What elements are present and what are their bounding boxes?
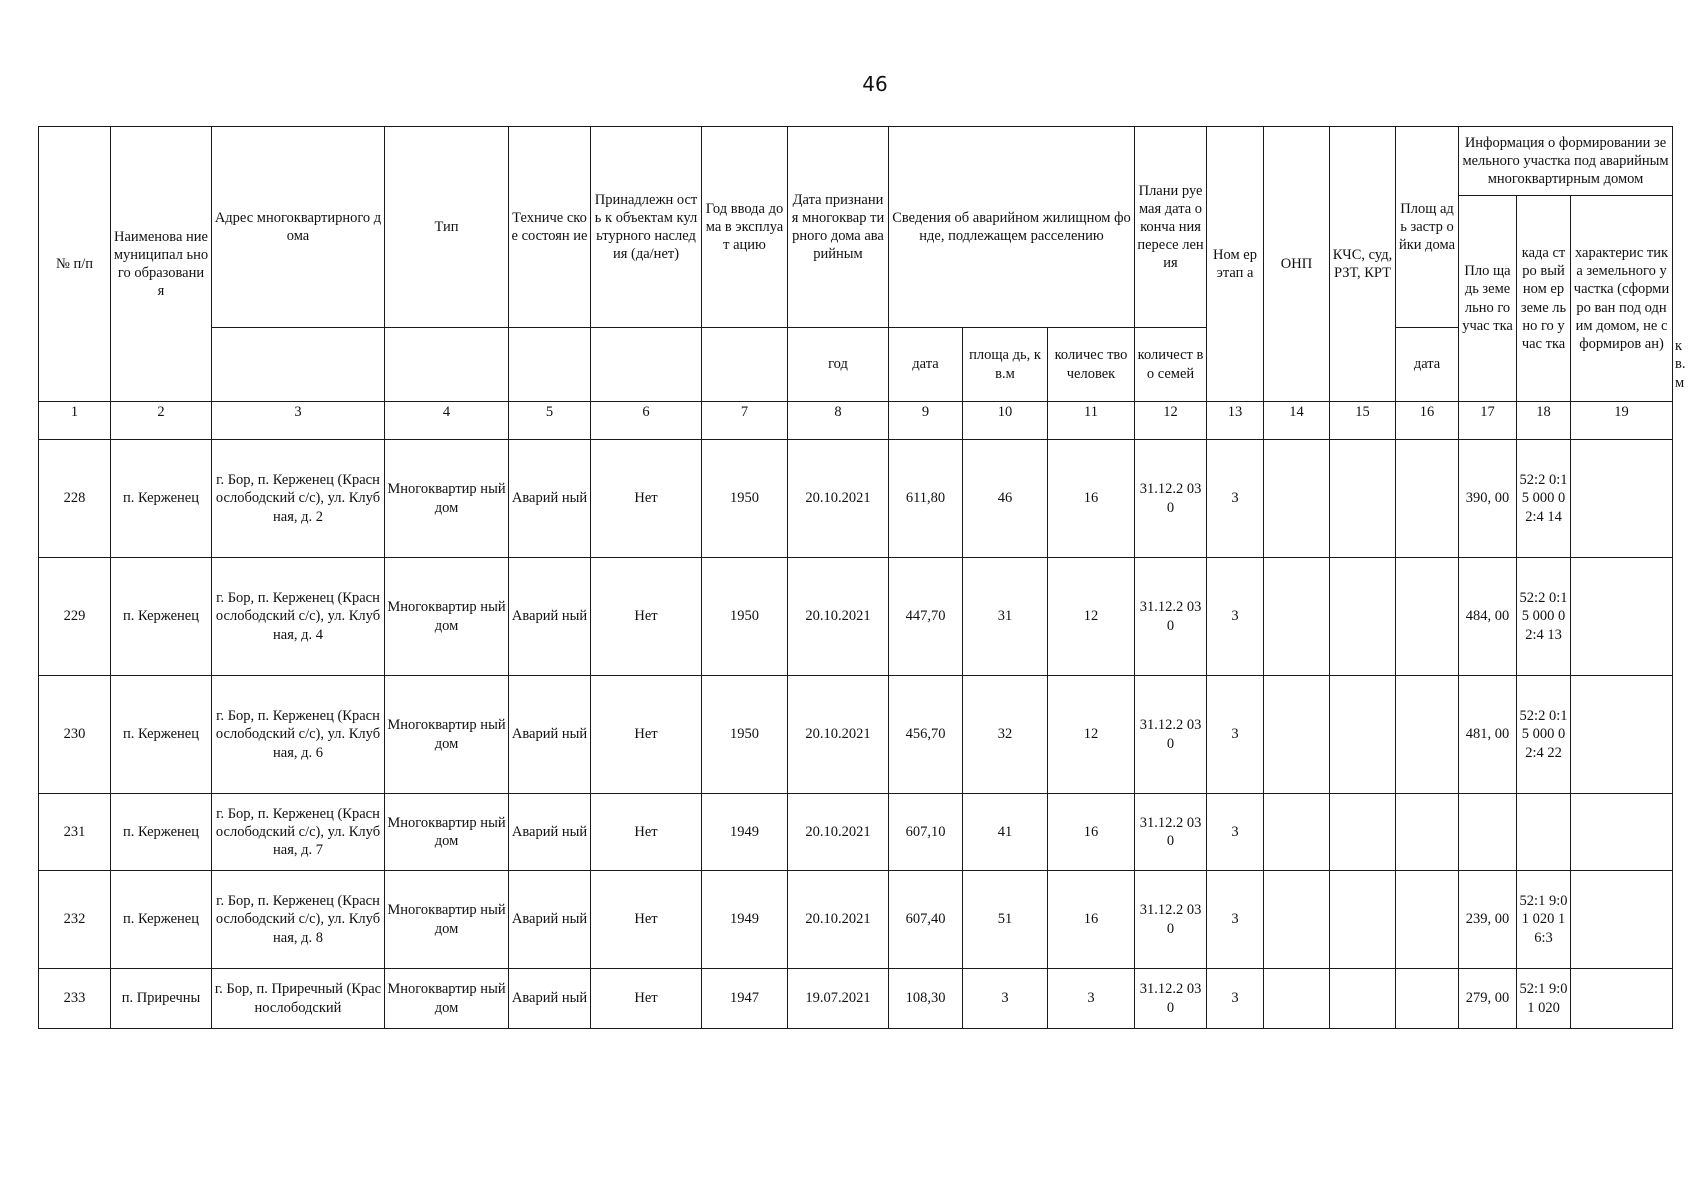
col-number: 13 (1207, 402, 1264, 440)
row-date: 19.07.2021 (788, 969, 889, 1029)
row-building-area (1396, 871, 1459, 969)
row-number: 231 (39, 794, 111, 871)
header-type: Тип (385, 127, 509, 328)
header-building-area: Площ адь застр ойки дома (1396, 127, 1459, 328)
row-address: г. Бор, п. Керженец (Краснослободский с/с), ул. Клубная, д. 7 (212, 794, 385, 871)
row-land-characteristic (1571, 969, 1673, 1029)
row-number: 228 (39, 440, 111, 558)
header-onp: ОНП (1264, 127, 1330, 402)
row-state: Аварий ный (509, 871, 591, 969)
row-land-characteristic (1571, 871, 1673, 969)
row-families: 16 (1048, 440, 1135, 558)
col-number: 7 (702, 402, 788, 440)
row-onp (1264, 871, 1330, 969)
row-families: 3 (1048, 969, 1135, 1029)
table-body (39, 440, 1673, 1029)
row-municipality: п. Керженец (111, 794, 212, 871)
row-type: Многоквартир ный дом (385, 969, 509, 1029)
row-land-area (1459, 794, 1517, 871)
row-land-area: 390, 00 (1459, 440, 1517, 558)
row-cadastral: 52:2 0:15 000 02:4 14 (1517, 440, 1571, 558)
row-kchs (1330, 440, 1396, 558)
row-families: 16 (1048, 871, 1135, 969)
row-people: 32 (963, 676, 1048, 794)
table-row (39, 969, 1673, 1029)
row-year: 1950 (702, 440, 788, 558)
row-plan-date: 31.12.2 030 (1135, 676, 1207, 794)
row-municipality: п. Приречны (111, 969, 212, 1029)
row-year: 1950 (702, 676, 788, 794)
header-emergency-date: Дата признания многоквар тирного дома аварийным (788, 127, 889, 328)
row-state: Аварий ный (509, 558, 591, 676)
row-plan-date: 31.12.2 030 (1135, 871, 1207, 969)
row-stage: 3 (1207, 969, 1264, 1029)
table-row (39, 440, 1673, 558)
row-year: 1950 (702, 558, 788, 676)
row-year: 1949 (702, 871, 788, 969)
row-stage: 3 (1207, 558, 1264, 676)
header-municipality: Наименова ние муниципал ьного образовани я (111, 127, 212, 402)
row-families: 12 (1048, 558, 1135, 676)
row-kchs (1330, 558, 1396, 676)
row-type: Многоквартир ный дом (385, 794, 509, 871)
row-building-area (1396, 969, 1459, 1029)
row-date: 20.10.2021 (788, 440, 889, 558)
row-municipality: п. Керженец (111, 676, 212, 794)
row-kchs (1330, 794, 1396, 871)
header-stage: Ном ер этап а (1207, 127, 1264, 402)
row-date: 20.10.2021 (788, 676, 889, 794)
row-land-characteristic (1571, 440, 1673, 558)
row-cadastral (1517, 794, 1571, 871)
row-building-area (1396, 440, 1459, 558)
row-date: 20.10.2021 (788, 558, 889, 676)
row-people: 51 (963, 871, 1048, 969)
col-number: 9 (889, 402, 963, 440)
row-area: 456,70 (889, 676, 963, 794)
header-resettlement-info: Сведения об аварийном жилищном фонде, подлежащем расселению (889, 127, 1135, 328)
row-land-area: 481, 00 (1459, 676, 1517, 794)
row-number: 229 (39, 558, 111, 676)
header-land-area: Пло щадь земе льно го учас тка (1459, 196, 1517, 402)
row-heritage: Нет (591, 558, 702, 676)
header-unit-date: дата (889, 328, 963, 402)
col-number: 10 (963, 402, 1048, 440)
row-people: 31 (963, 558, 1048, 676)
col-number: 11 (1048, 402, 1135, 440)
row-cadastral: 52:1 9:01 020 (1517, 969, 1571, 1029)
header-unit-area: площа дь, кв.м (963, 328, 1048, 402)
row-people: 3 (963, 969, 1048, 1029)
header-kchs: КЧС, суд, РЗТ, КРТ (1330, 127, 1396, 402)
row-onp (1264, 794, 1330, 871)
row-stage: 3 (1207, 440, 1264, 558)
row-land-characteristic (1571, 794, 1673, 871)
row-number: 232 (39, 871, 111, 969)
row-land-area: 279, 00 (1459, 969, 1517, 1029)
row-date: 20.10.2021 (788, 794, 889, 871)
row-municipality: п. Керженец (111, 871, 212, 969)
row-stage: 3 (1207, 794, 1264, 871)
table-row (39, 676, 1673, 794)
header-year-commissioned: Год ввода дома в эксплуат ацию (702, 127, 788, 328)
row-stage: 3 (1207, 871, 1264, 969)
page-number: 46 (862, 72, 888, 96)
col-number: 18 (1517, 402, 1571, 440)
col-number: 4 (385, 402, 509, 440)
row-onp (1264, 440, 1330, 558)
table-row (39, 794, 1673, 871)
header-unit-families: количест во семей (1135, 328, 1207, 402)
row-state: Аварий ный (509, 794, 591, 871)
row-plan-date: 31.12.2 030 (1135, 794, 1207, 871)
header-unit-year: год (788, 328, 889, 402)
row-heritage: Нет (591, 440, 702, 558)
row-address: г. Бор, п. Керженец (Краснослободский с/с), ул. Клубная, д. 2 (212, 440, 385, 558)
col-number: 1 (39, 402, 111, 440)
emergency-housing-table: № п/п Наименова ние муниципал ьного образовани я Адрес многоквартирного дома Тип Техниче ское состоян ие Принадлежн ость к объектам культурного наследия (да/нет) Год ввода дома в эксплуат ацию Дата признания многоквар тирного дома аварийным Сведения об аварийном жилищном фонде, подлежащем расселению Плани руемая дата оконча ния пересе ления Ном ер этап а ОНП КЧС, суд, РЗТ, КРТ Площ адь застр ойки дома Информация о формировании земельного участка под аварийным многоквартирным домом Пло щадь земе льно го учас тка када стро вый ном ер земе льно го учас тка характерис тика земельного участка (сформиро ван под одним домом, не сформиров ан) год дата площа дь, кв.м количес тво человек количест во семей дата кв. м 1 2 3 4 5 6 7 8 9 10 11 12 13 14 15 16 17 18 19 228 п. Керженец г. Бор, п. Керженец (Краснослободский с/с), ул. Клубная, д. 2 Многоквартир ный дом Аварий ный Нет 1950 20.10.2021 611,80 46 16 31.12.2 030 3 390, 00 52:2 0:15 000 02:4 14 229 п. Керженец г. Бор, п. Керженец (Краснослободский с/с), ул. Клубная, д. 4 Многоквартир ный дом Аварий ный Нет 1950 20.10.2021 447,70 31 12 31.12.2 030 3 484, 00 52:2 0:15 000 02:4 13 230 п. Керженец г. Бор, п. Керженец (Краснослободский с/с), ул. Клубная, д. 6 Многоквартир ный дом Аварий ный Нет 1950 20.10.2021 456,70 32 12 31.12.2 030 3 481, 00 52:2 0:15 000 02:4 22 231 п. Керженец г. Бор, п. Керженец (Краснослободский с/с), ул. Клубная, д. 7 Многоквартир ный дом Аварий ный Нет 1949 20.10.2021 607,10 41 16 31.12.2 030 3 232 п. Керженец г. Бор, п. Керженец (Краснослободский с/с), ул. Клубная, д. 8 Многоквартир ный дом Аварий ный Нет 1949 20.10.2021 607,40 51 16 31.12.2 030 3 239, 00 52:1 9:01 020 16:3 233 п. Приречны г. Бор, п. Приречный (Краснослободский Многоквартир ный дом Аварий ный Нет 1947 19.07.2021 108,30 3 3 31.12.2 030 3 279, 00 52:1 9:01 020 (38, 126, 1673, 1029)
row-state: Аварий ный (509, 676, 591, 794)
header-address: Адрес многоквартирного дома (212, 127, 385, 328)
header-tech-state: Техниче ское состоян ие (509, 127, 591, 328)
row-state: Аварий ный (509, 969, 591, 1029)
row-type: Многоквартир ный дом (385, 871, 509, 969)
header-planned-date: Плани руемая дата оконча ния пересе ления (1135, 127, 1207, 328)
row-stage: 3 (1207, 676, 1264, 794)
row-heritage: Нет (591, 676, 702, 794)
row-address: г. Бор, п. Керженец (Краснослободский с/с), ул. Клубная, д. 4 (212, 558, 385, 676)
row-address: г. Бор, п. Приречный (Краснослободский (212, 969, 385, 1029)
row-land-characteristic (1571, 676, 1673, 794)
row-plan-date: 31.12.2 030 (1135, 969, 1207, 1029)
row-cadastral: 52:1 9:01 020 16:3 (1517, 871, 1571, 969)
row-year: 1947 (702, 969, 788, 1029)
col-number: 2 (111, 402, 212, 440)
header-unit-plan-date: дата (1396, 328, 1459, 402)
col-number: 3 (212, 402, 385, 440)
row-heritage: Нет (591, 969, 702, 1029)
header-cadastral-number: када стро вый ном ер земе льно го учас тка (1517, 196, 1571, 402)
row-building-area (1396, 558, 1459, 676)
table-row (39, 871, 1673, 969)
row-kchs (1330, 871, 1396, 969)
col-number: 12 (1135, 402, 1207, 440)
row-plan-date: 31.12.2 030 (1135, 558, 1207, 676)
col-number: 6 (591, 402, 702, 440)
row-cadastral: 52:2 0:15 000 02:4 22 (1517, 676, 1571, 794)
row-people: 46 (963, 440, 1048, 558)
row-year: 1949 (702, 794, 788, 871)
row-heritage: Нет (591, 871, 702, 969)
row-type: Многоквартир ный дом (385, 676, 509, 794)
row-families: 12 (1048, 676, 1135, 794)
row-building-area (1396, 794, 1459, 871)
header-unit-people: количес тво человек (1048, 328, 1135, 402)
row-land-characteristic (1571, 558, 1673, 676)
row-municipality: п. Керженец (111, 558, 212, 676)
header-number: № п/п (39, 127, 111, 402)
row-area: 447,70 (889, 558, 963, 676)
row-families: 16 (1048, 794, 1135, 871)
row-number: 233 (39, 969, 111, 1029)
row-address: г. Бор, п. Керженец (Краснослободский с/с), ул. Клубная, д. 8 (212, 871, 385, 969)
header-heritage: Принадлежн ость к объектам культурного наследия (да/нет) (591, 127, 702, 328)
col-number: 16 (1396, 402, 1459, 440)
col-number: 8 (788, 402, 889, 440)
col-number: 14 (1264, 402, 1330, 440)
row-people: 41 (963, 794, 1048, 871)
row-plan-date: 31.12.2 030 (1135, 440, 1207, 558)
col-number: 17 (1459, 402, 1517, 440)
row-address: г. Бор, п. Керженец (Краснослободский с/с), ул. Клубная, д. 6 (212, 676, 385, 794)
row-kchs (1330, 969, 1396, 1029)
table-row (39, 558, 1673, 676)
col-number: 15 (1330, 402, 1396, 440)
row-area: 607,10 (889, 794, 963, 871)
row-building-area (1396, 676, 1459, 794)
row-land-area: 239, 00 (1459, 871, 1517, 969)
header-land-characteristic: характерис тика земельного участка (сформиро ван под одним домом, не сформиров ан) (1571, 196, 1673, 402)
row-onp (1264, 969, 1330, 1029)
row-kchs (1330, 676, 1396, 794)
row-date: 20.10.2021 (788, 871, 889, 969)
col-number: 19 (1571, 402, 1673, 440)
row-type: Многоквартир ный дом (385, 440, 509, 558)
row-area: 611,80 (889, 440, 963, 558)
row-area: 607,40 (889, 871, 963, 969)
row-number: 230 (39, 676, 111, 794)
row-area: 108,30 (889, 969, 963, 1029)
row-onp (1264, 676, 1330, 794)
col-number: 5 (509, 402, 591, 440)
row-cadastral: 52:2 0:15 000 02:4 13 (1517, 558, 1571, 676)
row-onp (1264, 558, 1330, 676)
row-land-area: 484, 00 (1459, 558, 1517, 676)
row-municipality: п. Керженец (111, 440, 212, 558)
header-land-plot-info: Информация о формировании земельного участка под аварийным многоквартирным домом (1459, 127, 1673, 196)
row-heritage: Нет (591, 794, 702, 871)
row-type: Многоквартир ный дом (385, 558, 509, 676)
row-state: Аварий ный (509, 440, 591, 558)
